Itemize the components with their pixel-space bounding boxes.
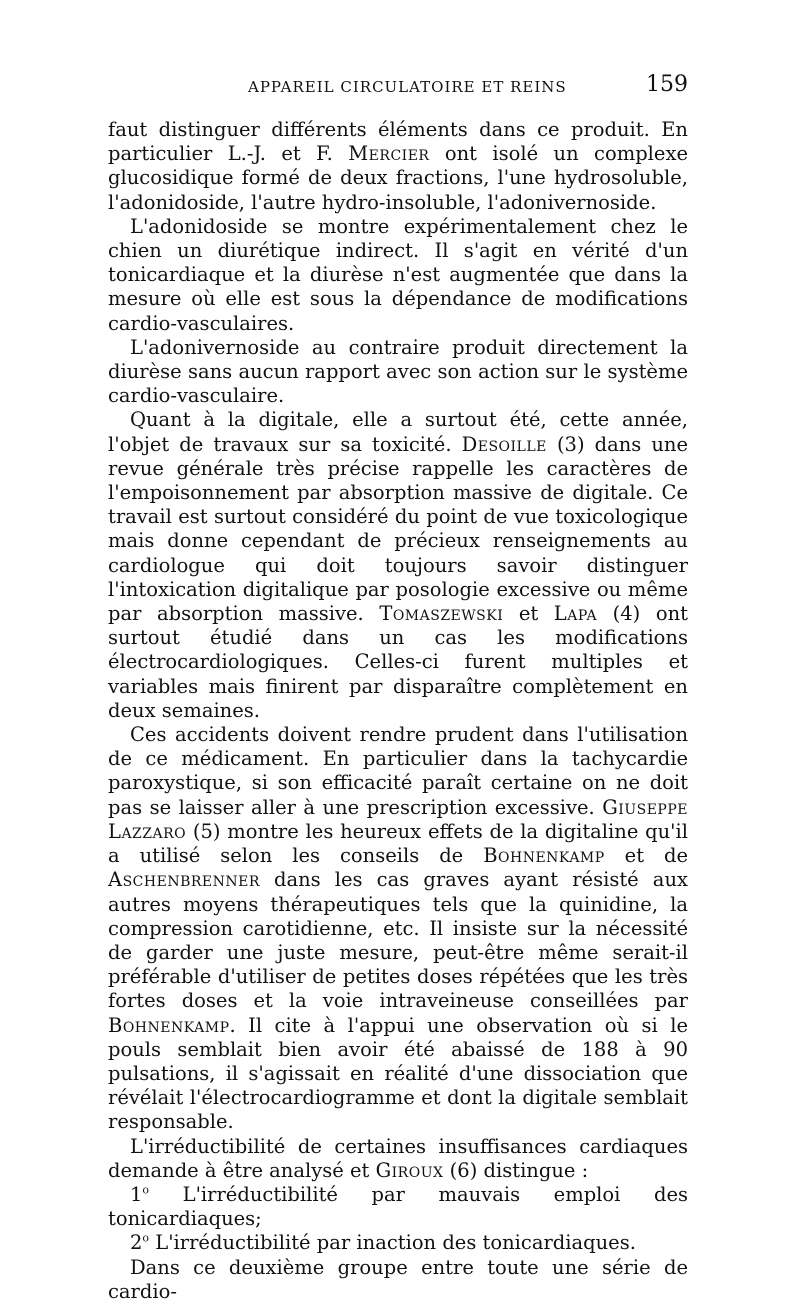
paragraph-4 xyxy=(108,408,688,723)
text-run: (5) montre les heureux effets de la digitaline qu'il a utilisé selon les conseils de xyxy=(108,819,688,868)
page-header xyxy=(108,72,688,108)
text-run: faut distinguer différents éléments dans ce produit. En particulier L.-J. et F. xyxy=(108,118,688,166)
paragraph-2 xyxy=(108,215,688,336)
author-name: Lapa xyxy=(553,602,598,626)
ordinal-mark: o xyxy=(142,1231,150,1245)
text-run: L'adonidoside se montre expérimentalement chez le chien un diurétique indirect. Il s'agit en vérité d'un tonicardiaque et la diurèse n'est augmentée que dans la mesure où elle est sous la dépendance de modifications cardio-vasculaires. xyxy=(108,214,688,335)
running-title: APPAREIL CIRCULATOIRE ET REINS xyxy=(248,78,567,96)
text-run: L'irréductibilité de certaines insuffisances cardiaques demande à être analysé et xyxy=(108,1134,688,1182)
author-name: Aschenbrenner xyxy=(108,868,260,892)
author-name: Bohnenkamp xyxy=(108,1013,230,1037)
author-name: Bohnenkamp xyxy=(483,844,605,868)
text-run: . Il cite à l'appui une observation où si le pouls semblait bien avoir été abaissé de 188 à 90 pulsations, il s'agissait en réalité d'une dissociation que révélait l'électrocardiogramme et dont la digitale semblait responsable. xyxy=(108,1013,688,1134)
paragraph-6 xyxy=(108,1135,688,1183)
text-run: dans les cas graves ayant résisté aux autres moyens thérapeutiques tels que la quinidine, la compression carotidienne, etc. Il insiste sur la nécessité de garder une juste mesure, peut-être même serait-il préférable d'utiliser de petites doses répétées que les très fortes doses et la voie intraveineuse conseillées par xyxy=(108,868,688,1013)
text-run: ont isolé un complexe glucosidique formé de deux fractions, l'une hydrosoluble, l'adonidoside, l'autre hydro-insoluble, l'adonivernoside. xyxy=(108,142,688,214)
body-text xyxy=(108,118,688,1304)
text-run: Ces accidents doivent rendre prudent dans l'utilisation de ce médicament. En particulier dans la tachycardie paroxystique, si son efficacité paraît certaine on ne doit pas se laisser aller à une prescription excessive. xyxy=(108,723,688,819)
ordinal-mark: o xyxy=(142,1183,150,1197)
list-item-1 xyxy=(108,1183,688,1231)
text-run: (4) ont surtout étudié dans un cas les modifications électrocardiologiques. Celles-ci furent multiples et variables mais finirent par disparaître complètement en deux semaines. xyxy=(108,602,688,722)
text-run: et xyxy=(503,602,554,626)
author-name: Mercier xyxy=(348,142,430,166)
list-text: L'irréductibilité par inaction des tonicardiaques. xyxy=(149,1231,636,1255)
text-run: (3) dans une revue générale très précise rappelle les caractères de l'empoisonnement par absorption massive de digitale. Ce travail est surtout considéré du point de vue toxicologique mais donne cependant de précieux renseignements au cardiologue qui doit toujours savoir distinguer l'intoxication digitalique par posologie excessive ou même par absorption massive. xyxy=(108,432,688,626)
list-item-2 xyxy=(108,1231,688,1255)
author-name: Giroux xyxy=(375,1158,444,1182)
author-name: Giuseppe Lazzaro xyxy=(108,795,688,843)
text-run: Quant à la digitale, elle a surtout été, cette année, l'objet de travaux sur sa toxicité. xyxy=(108,408,688,456)
text-run: L'adonivernoside au contraire produit directement la diurèse sans aucun rapport avec son action sur le système cardio-vasculaire. xyxy=(108,335,688,408)
list-number: 2 xyxy=(130,1231,143,1255)
paragraph-3 xyxy=(108,336,688,409)
list-text: L'irréductibilité par mauvais emploi des tonicardiaques; xyxy=(108,1182,688,1231)
author-name: Desoille xyxy=(461,432,547,456)
page-number: 159 xyxy=(646,72,688,97)
paragraph-5 xyxy=(108,723,688,1134)
paragraph-7 xyxy=(108,1256,688,1304)
list-number: 1 xyxy=(130,1182,143,1206)
paragraph-1 xyxy=(108,118,688,215)
text-run: (6) distingue : xyxy=(443,1158,589,1182)
text-run: et de xyxy=(604,844,689,868)
author-name: Tomaszewski xyxy=(379,602,504,626)
text-run: Dans ce deuxième groupe entre toute une série de cardio- xyxy=(108,1255,688,1303)
